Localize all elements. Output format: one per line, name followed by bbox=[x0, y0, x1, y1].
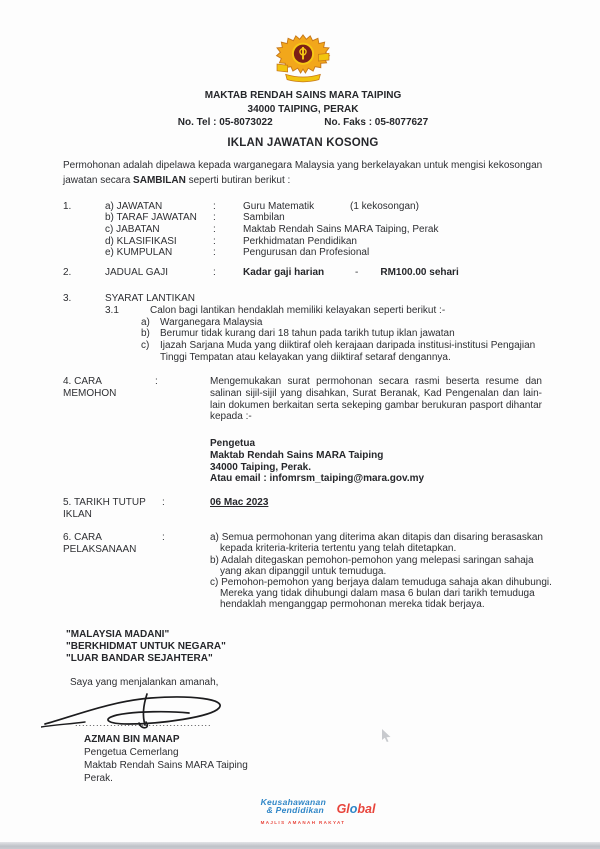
row-value: Sambilan bbox=[243, 212, 285, 224]
clause-3-1 bbox=[105, 305, 543, 317]
section-1-jawatan bbox=[63, 201, 543, 260]
section-3-syarat-lantikan bbox=[63, 293, 543, 363]
colon: : bbox=[155, 376, 158, 388]
salary-type: Kadar gaji harian bbox=[243, 267, 325, 279]
scanner-edge-strip bbox=[0, 842, 600, 849]
dash: - bbox=[355, 267, 359, 279]
mailing-address bbox=[210, 438, 543, 485]
colon: : bbox=[213, 212, 216, 224]
footer-logo-tagline: MAJLIS AMANAH RAKYAT bbox=[260, 819, 346, 825]
school-name: MAKTAB RENDAH SAINS MARA TAIPING bbox=[204, 90, 402, 101]
item-marker: a) bbox=[141, 316, 150, 328]
row-label: a) JAWATAN bbox=[105, 200, 163, 212]
signatory-name: AZMAN BIN MANAP bbox=[84, 733, 180, 745]
requirement-item bbox=[141, 317, 542, 329]
section-3-heading: SYARAT LANTIKAN bbox=[105, 292, 196, 304]
signature-line: ....................................... bbox=[75, 717, 212, 728]
email-line: Atau email : infomrsm_taiping@mara.gov.my bbox=[210, 473, 425, 485]
signatory-org: Maktab Rendah Sains MARA Taiping bbox=[84, 759, 248, 771]
intro-bold: SAMBILAN bbox=[133, 174, 186, 186]
slogan-line: "BERKHIDMAT UNTUK NEGARA" bbox=[66, 640, 226, 652]
row-value-cell bbox=[243, 224, 543, 236]
process-item bbox=[210, 555, 556, 577]
item-text: Pemohon-pemohon yang berjaya dalam temuduga sahaja akan dihubungi. Mereka yang tidak dihubungi dalam masa 6 bulan dari tarikh temuduga hendaklah menganggap permohonan mereka tidak berjaya. bbox=[220, 577, 552, 611]
row-value-cell bbox=[243, 212, 543, 224]
section-5-tarikh-tutup bbox=[63, 497, 543, 521]
page-title: IKLAN JAWATAN KOSONG bbox=[227, 136, 379, 149]
address-line: 34000 Taiping, Perak. bbox=[210, 461, 311, 473]
section-4-label: 4. CARA MEMOHON bbox=[63, 376, 117, 400]
slogan-line: "MALAYSIA MADANI" bbox=[66, 628, 170, 640]
footer-logo-global: Global bbox=[336, 801, 376, 816]
row-value: Guru Matematik bbox=[243, 200, 315, 212]
row-value: Pengurusan dan Profesional bbox=[243, 247, 370, 259]
section-6-cara-pelaksanaan bbox=[63, 532, 552, 611]
tel-number: No. Tel : 05-8073022 bbox=[177, 117, 273, 128]
row-extra: (1 kekosongan) bbox=[350, 200, 419, 212]
clause-text: Calon bagi lantikan hendaklah memiliki kelayakan seperti berikut :- bbox=[150, 304, 446, 316]
row-value-cell bbox=[243, 201, 543, 213]
row-label: c) JABATAN bbox=[105, 223, 160, 235]
colon: : bbox=[162, 532, 165, 544]
row-value: Maktab Rendah Sains MARA Taiping, Perak bbox=[243, 223, 439, 235]
section-2-jadual-gaji bbox=[63, 267, 543, 279]
section-3-number: 3. bbox=[63, 292, 72, 304]
item-marker: b) bbox=[141, 328, 150, 340]
item-marker: c) bbox=[210, 577, 219, 589]
item-text: Adalah ditegaskan pemohon-pemohon yang melepasi saringan sahaja yang akan dipanggil untuk temuduga. bbox=[220, 554, 534, 577]
contact-line bbox=[63, 116, 543, 130]
section-2-number: 2. bbox=[63, 267, 72, 279]
row-value-cell bbox=[243, 247, 543, 259]
signatory-title: Pengetua Cemerlang bbox=[84, 746, 179, 758]
item-marker: c) bbox=[141, 339, 150, 351]
section-4-cara-memohon bbox=[63, 376, 543, 423]
section-5-label: 5. TARIKH TUTUP IKLAN bbox=[63, 497, 146, 521]
colon: : bbox=[162, 497, 165, 509]
application-instructions: Mengemukakan surat permohonan secara rasmi beserta resume dan salinan sijil-sijil yang disahkan, Surat Beranak, Kad Pengenalan dan lain-lain dokumen berkaitan serta sekeping gambar berukuran pasport dihantar kepada :- bbox=[210, 376, 542, 423]
item-text: Warganegara Malaysia bbox=[160, 316, 263, 328]
row-label: b) TARAF JAWATAN bbox=[105, 212, 197, 224]
row-label: e) KUMPULAN bbox=[105, 247, 173, 259]
signatory-state: Perak. bbox=[84, 772, 113, 784]
section-6-label: 6. CARA PELAKSANAAN bbox=[63, 532, 137, 556]
requirement-item bbox=[141, 340, 542, 363]
footer-logo-line2: & Pendidikan bbox=[266, 805, 325, 816]
signature-area bbox=[63, 691, 543, 731]
item-text: Berumur tidak kurang dari 18 tahun pada tarikh tutup iklan jawatan bbox=[160, 328, 455, 340]
footer-logo-line1: Keusahawanan bbox=[260, 796, 327, 807]
header-logo-wrap bbox=[63, 34, 543, 84]
intro-post: seperti butiran berikut : bbox=[185, 174, 291, 186]
slogan-block bbox=[66, 629, 543, 665]
salutation: Saya yang menjalankan amanah, bbox=[70, 676, 219, 688]
process-items bbox=[210, 532, 556, 611]
letterhead bbox=[63, 89, 543, 130]
row-label: d) KLASIFIKASI bbox=[105, 235, 177, 247]
colon: : bbox=[213, 223, 216, 235]
process-item bbox=[210, 532, 556, 554]
section-1-number: 1. bbox=[63, 200, 72, 212]
colon: : bbox=[213, 267, 216, 279]
intro-paragraph bbox=[63, 158, 546, 188]
item-marker: a) bbox=[210, 532, 219, 544]
item-text: Semua permohonan yang diterima akan ditapis dan disaring berasaskan kepada kriteria-kriteria tertentu yang telah ditetapkan. bbox=[220, 532, 543, 555]
clause-number: 3.1 bbox=[105, 304, 119, 316]
mrsm-crest-logo bbox=[274, 34, 332, 84]
mouse-cursor bbox=[381, 729, 392, 742]
mara-slogan-logo bbox=[63, 798, 543, 832]
requirement-item bbox=[141, 328, 542, 340]
item-text: Ijazah Sarjana Muda yang diiktiraf oleh kerajaan daripada institusi-institusi Pengajian Tinggi Tempatan atau kelayakan yang diiktiraf setaraf dengannya. bbox=[160, 339, 536, 363]
process-item bbox=[210, 577, 556, 610]
intro-pre: Permohonan adalah dipelawa kepada warganegara Malaysia yang berkelayakan untuk mengisi kekosongan jawatan secara bbox=[63, 159, 543, 186]
school-address: 34000 TAIPING, PERAK bbox=[247, 103, 359, 115]
signatory-block bbox=[84, 733, 543, 785]
colon: : bbox=[213, 247, 216, 259]
closing-date: 06 Mac 2023 bbox=[210, 497, 269, 509]
salary-value-cell bbox=[243, 267, 543, 279]
colon: : bbox=[213, 235, 216, 247]
row-value-cell bbox=[243, 236, 543, 248]
colon: : bbox=[213, 200, 216, 212]
item-marker: b) bbox=[210, 554, 219, 566]
globe-o-icon: o bbox=[349, 801, 358, 816]
slogan-line: "LUAR BANDAR SEJAHTERA" bbox=[66, 652, 213, 664]
fax-number: No. Faks : 05-8077627 bbox=[324, 117, 429, 128]
address-line: Pengetua bbox=[210, 437, 256, 449]
salary-amount: RM100.00 sehari bbox=[380, 267, 459, 279]
row-value: Perkhidmatan Pendidikan bbox=[243, 235, 357, 247]
salary-label: JADUAL GAJI bbox=[105, 267, 168, 279]
address-line: Maktab Rendah Sains MARA Taiping bbox=[210, 449, 384, 461]
